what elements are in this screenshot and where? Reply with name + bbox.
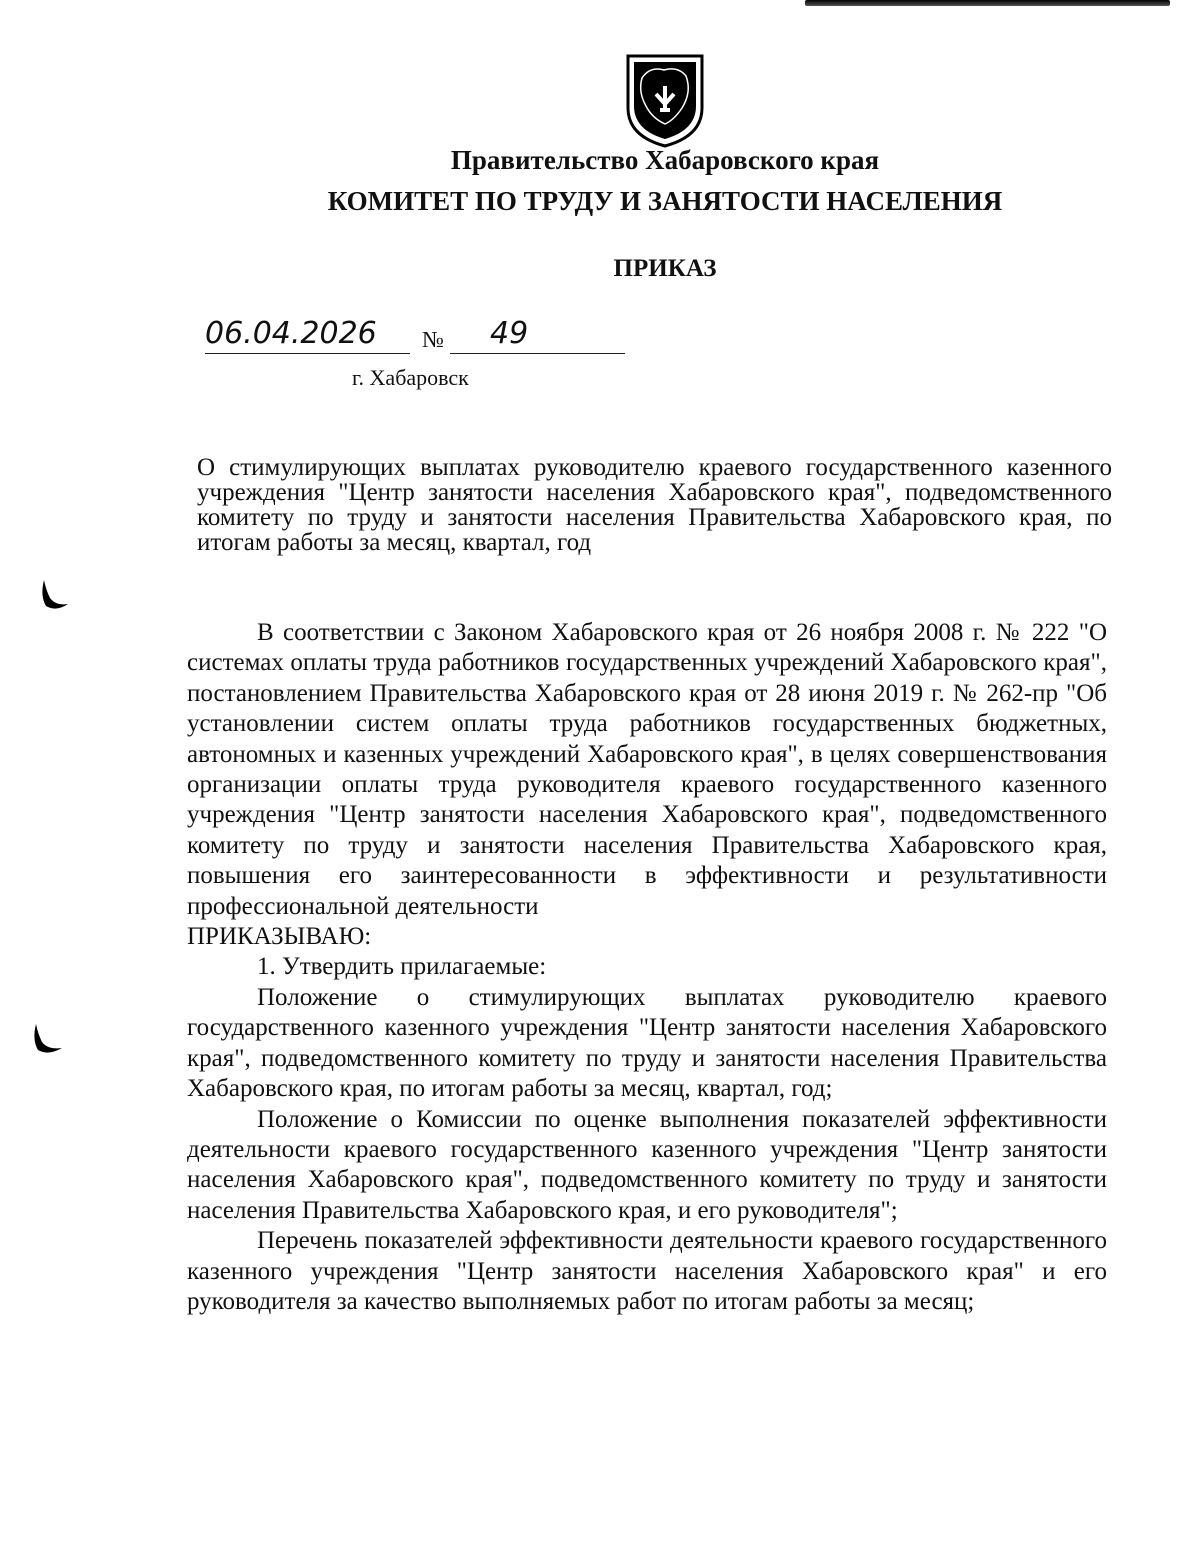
punch-hole-mark-top [38, 578, 70, 612]
order-body [187, 618, 1107, 1317]
order-city: г. Хабаровск [352, 365, 469, 390]
document-type: ПРИКАЗ [613, 255, 717, 282]
order-word: ПРИКАЗЫВАЮ: [187, 923, 372, 951]
punch-hole-mark-bottom [30, 1022, 64, 1056]
order-date: 06.04.2026 [205, 316, 410, 354]
scan-edge-line [805, 0, 1170, 6]
order-number-label: № [422, 327, 444, 352]
item-1-regulation: Положение о стимулирующих выплатах руководителю краевого государственного казенного учреждения "Центр занятости населения Хабаровского края", подведомственного комитету по труду и занятости населения Правительства Хабаровского края, по итогам работы за месяц, квартал, год; [187, 983, 1107, 1103]
coat-of-arms-emblem [620, 48, 710, 148]
item-1-commission: Положение о Комиссии по оценке выполнения показателей эффективности деятельности краевого государственного казенного учреждения "Центр занятости населения Хабаровского края", подведомственного комитету по труду и занятости населения Правительства Хабаровского края, и его руководителя"; [187, 1105, 1107, 1224]
order-number: 49 [450, 316, 625, 354]
item-1: 1. Утвердить прилагаемые: [257, 953, 547, 981]
order-subject: О стимулирующих выплатах руководителю краевого государственного казенного учреждения "Центр занятости населения Хабаровского края", подведомственного комитету по труду и занятости населения Правительства Хабаровского края, по итогам работы за месяц, квартал, год [197, 454, 1112, 556]
preamble: В соответствии с Законом Хабаровского края от 26 ноября 2008 г. № 222 "О системах оплаты труда работников государственных учреждений Хабаровского края", постановлением Правительства Хабаровского края от 28 июня 2019 г. № 262-пр "Об установлении систем оплаты труда работников государственных бюджетных, автономных и казенных учреждений Хабаровского края", в целях совершенствования организации оплаты труда руководителя краевого государственного казенного учреждения "Центр занятости населения Хабаровского края", подведомственного комитету по труду и занятости населения Правительства Хабаровского края, повышения его заинтересованности в эффективности и результативности профессиональной деятельности [187, 619, 1107, 920]
item-1-indicators: Перечень показателей эффективности деятельности краевого государственного казенного учреждения "Центр занятости населения Хабаровского края" и его руководителя за качество выполняемых работ по итогам работы за месяц; [187, 1227, 1107, 1315]
committee-name: КОМИТЕТ ПО ТРУДУ И ЗАНЯТОСТИ НАСЕЛЕНИЯ [327, 186, 1003, 216]
government-name: Правительство Хабаровского края [450, 145, 880, 175]
